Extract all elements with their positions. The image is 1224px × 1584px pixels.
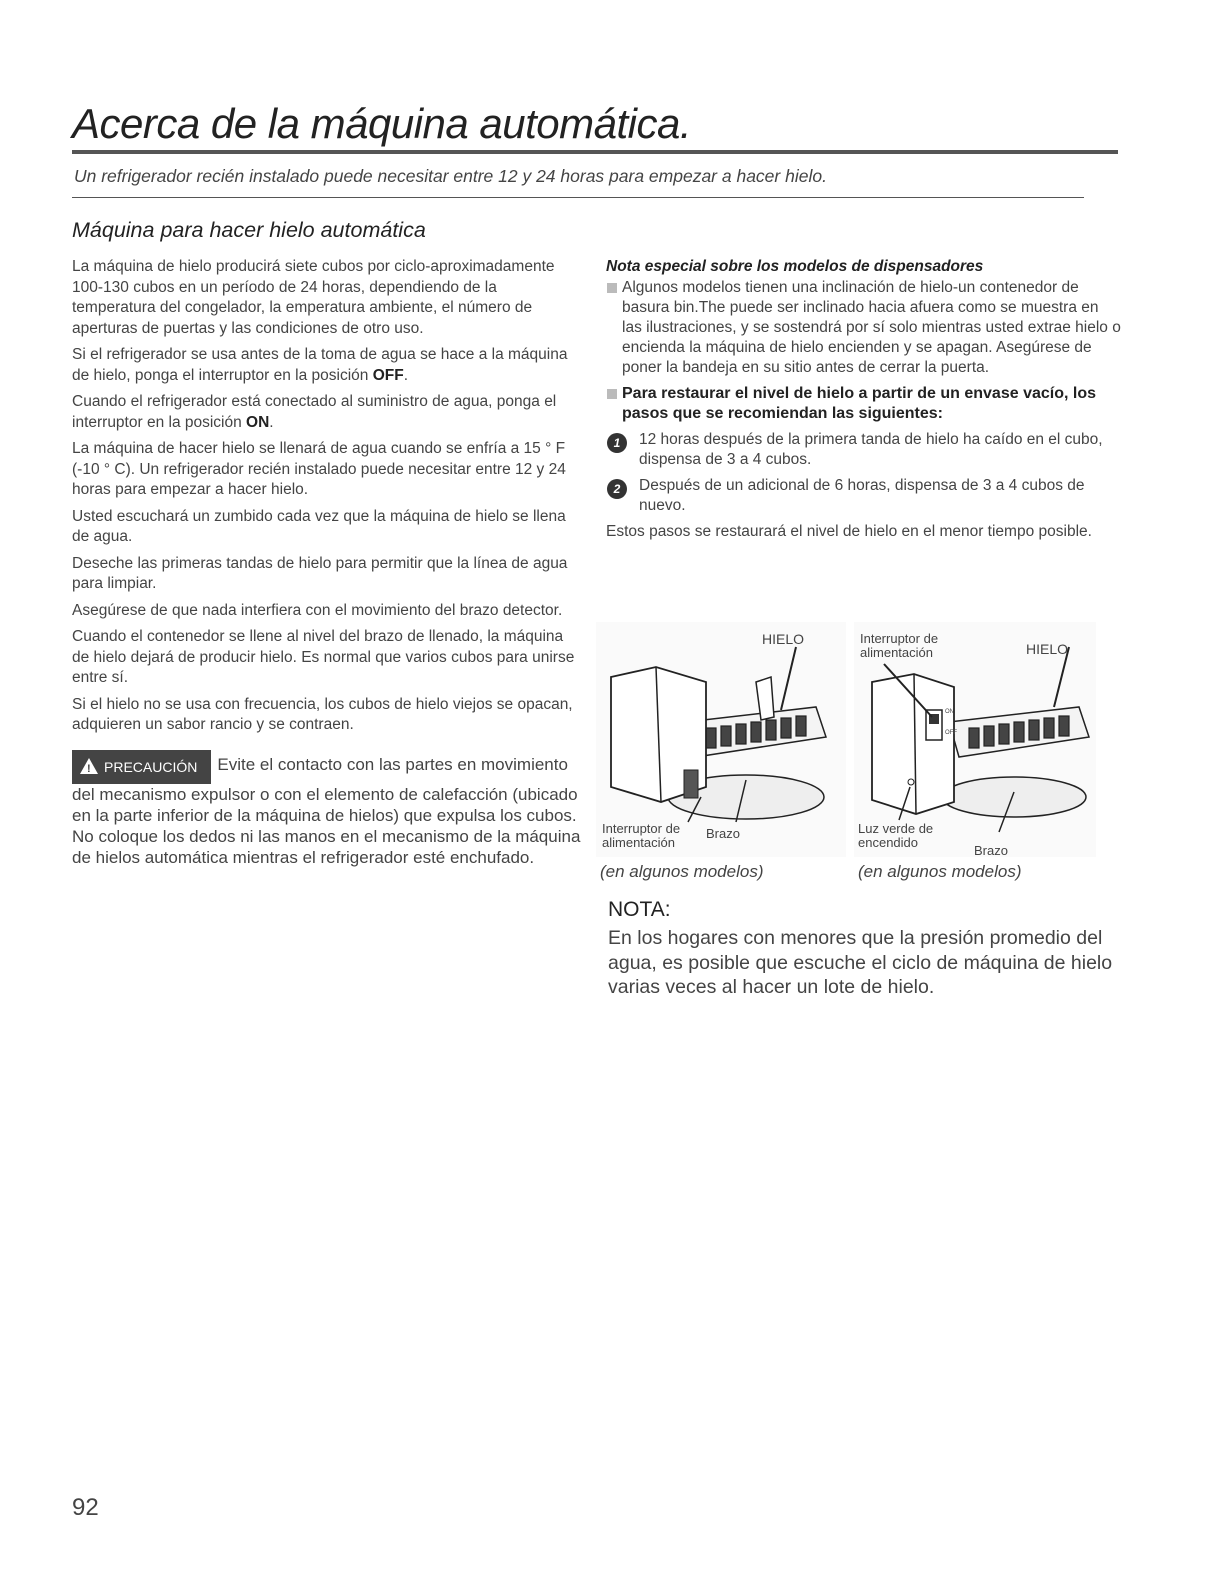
label-arm: Brazo [706, 826, 740, 841]
label-light: Luz verde de encendido [858, 821, 934, 850]
caution-badge: !PRECAUCIÓN [72, 750, 211, 784]
bullet-item: Algunos modelos tienen una inclinación de hielo-un contenedor de basura bin.The puede ser inclinado hacia afuera como se muestra en las ilustraciones, y se sostendrá por sí solo mientras usted extrae hielo o encienda la máquina de hielo encienden y se apagan. Asegúrese de poner la bandeja en su sitio antes de cerrar la puerta. [606, 278, 1121, 378]
left-column [72, 257, 584, 868]
step-number-icon: 1 [607, 433, 627, 453]
label-hielo: HIELO [762, 631, 805, 647]
step-item [606, 430, 1121, 470]
note-heading: Nota especial sobre los modelos de dispensadores [606, 258, 984, 275]
right-column [606, 257, 1121, 542]
label-off: OFF [945, 730, 957, 736]
figure-2 [854, 622, 1096, 881]
page-title: Acerca de la máquina automática. [72, 100, 692, 147]
caution-block [72, 750, 584, 868]
label-on: ON [945, 709, 954, 715]
page-subtitle: Un refrigerador recién instalado puede necesitar entre 12 y 24 horas para empezar a hacer hielo. [74, 166, 827, 186]
paragraph: Asegúrese de que nada interfiera con el movimiento del brazo detector. [72, 601, 563, 619]
figure-1 [596, 622, 846, 881]
section-heading: Máquina para hacer hielo automática [72, 218, 426, 242]
paragraph: La máquina de hielo producirá siete cubos por ciclo-aproximadamente 100-130 cubos en un período de 24 horas, dependiendo de la temperatura del congelador, la emperatura ambiente, el número de aperturas de puertas y las condiciones de otro uso. [72, 258, 555, 337]
paragraph: Si el hielo no se usa con frecuencia, los cubos de hielo viejos se opacan, adquieren un sabor rancio y se contraen. [72, 695, 573, 733]
step-text: 12 horas después de la primera tanda de hielo ha caído en el cubo, dispensa de 3 a 4 cubos. [639, 431, 1103, 468]
label-switch: Interruptor de alimentación [602, 821, 681, 850]
step-item [606, 476, 1121, 516]
subtitle-rule [72, 197, 1084, 198]
paragraph: Deseche las primeras tandas de hielo para permitir que la línea de agua para limpiar. [72, 554, 568, 592]
label-arm: Brazo [974, 843, 1008, 858]
step-text: Después de un adicional de 6 horas, dispensa de 3 a 4 cubos de nuevo. [639, 477, 1085, 514]
nota-text: En los hogares con menores que la presión promedio del agua, es posible que escuche el ciclo de máquina de hielo varias veces al hacer un lote de hielo. [608, 927, 1113, 998]
step-number-icon: 2 [607, 479, 627, 499]
nota-heading: NOTA: [608, 898, 671, 921]
title-rule [72, 150, 1118, 154]
label-hielo: HIELO [1026, 641, 1069, 657]
paragraph: Si el refrigerador se usa antes de la toma de agua se hace a la máquina de hielo, ponga el interruptor en la posición OFF. [72, 346, 568, 384]
paragraph: Cuando el contenedor se llene al nivel del brazo de llenado, la máquina de hielo dejará de producir hielo. Es normal que varios cubos para unirse entre sí. [72, 628, 575, 686]
figure-caption: (en algunos modelos) [858, 862, 1022, 881]
page-number: 92 [72, 1494, 99, 1521]
bullet-item: Para restaurar el nivel de hielo a partir de un envase vacío, los pasos que se recomiendan las siguientes: [606, 384, 1121, 424]
warning-icon [80, 758, 98, 774]
closing-paragraph: Estos pasos se restaurará el nivel de hielo en el menor tiempo posible. [606, 523, 1092, 540]
figures [596, 622, 1126, 897]
paragraph: Usted escuchará un zumbido cada vez que la máquina de hielo se llena de agua. [72, 507, 566, 545]
paragraph: La máquina de hacer hielo se llenará de agua cuando se enfría a 15 ° F (-10 ° C). Un refrigerador recién instalado puede necesitar entre 12 y 24 horas para empezar a hacer hielo. [72, 440, 566, 498]
label-switch: Interruptor de alimentación [860, 631, 939, 660]
figure-caption: (en algunos modelos) [600, 862, 764, 881]
paragraph: Cuando el refrigerador está conectado al suministro de agua, ponga el interruptor en la posición ON. [72, 393, 557, 431]
caution-text: Evite el contacto con las partes en movimiento del mecanismo expulsor o con el elemento de calefacción (ubicado en la parte inferior de la máquina de hielos) que expulsa los cubos. No coloque los dedos ni las manos en el mecanismo de la máquina de hielos automática mientras el refrigerador esté enchufado. [72, 754, 581, 867]
